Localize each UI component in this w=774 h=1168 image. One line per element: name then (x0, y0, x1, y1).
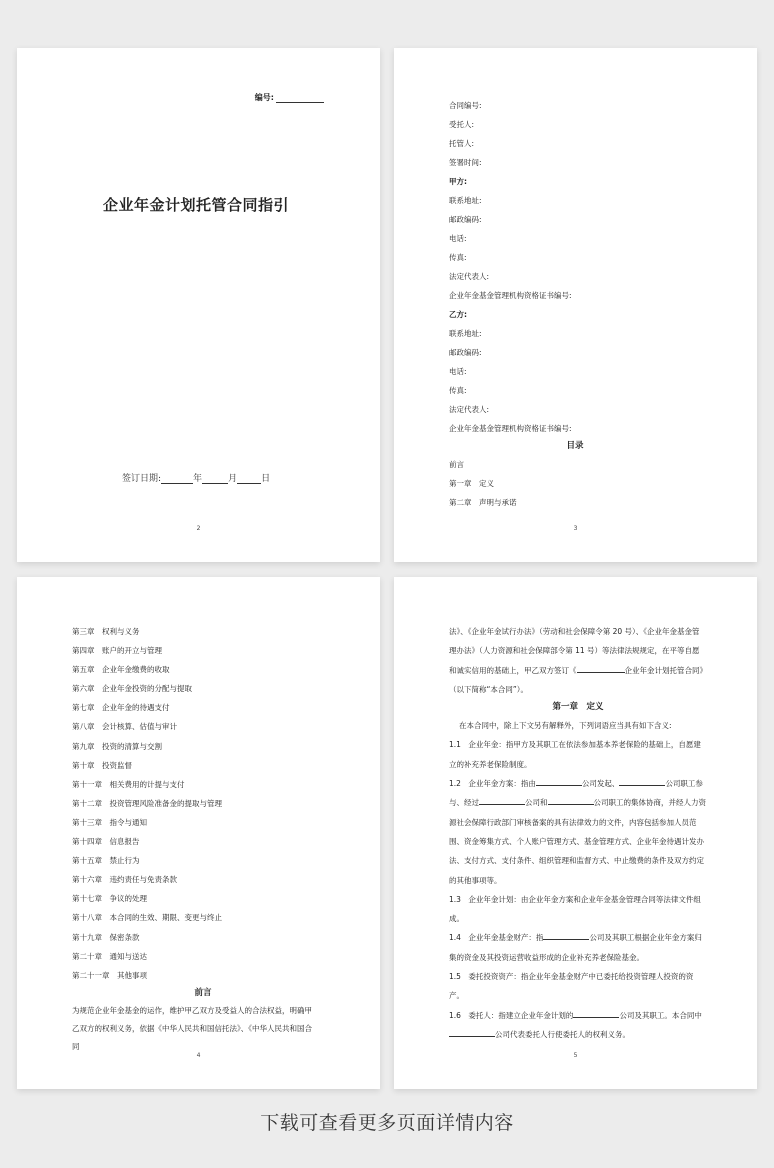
list-item: 第三章 权利与义务 (72, 627, 140, 636)
list-item: 前言 (449, 460, 464, 469)
serial-blank (276, 94, 324, 103)
list-item: 企业年金基金管理机构资格证书编号: (449, 291, 572, 300)
document-page-1 (17, 48, 380, 562)
definition-item: 1.2 企业年金方案：指由 公司发起、 公司职工参与、经过 公司和 公司职工的集体协商，并经人力资源社会保障行政部门审核备案的具有法律效力的文件，内容包括参加人员范围、资金筹集方式、个人账户管理方式、基金管理方式、企业年金待遇计发办法、支付方式、支付条件、组织管理和监督方式、中止缴费的条件及双方约定的其他事项等。 (449, 779, 706, 885)
sign-date-label: 签订日期: (122, 474, 162, 484)
list-item: 电话: (449, 367, 467, 376)
list-item: 第二章 声明与承诺 (449, 498, 517, 507)
preface-paragraph: 为规范企业年金基金的运作，维护甲乙双方及受益人的合法权益，明确甲乙双方的权利义务，依据《中华人民共和国信托法》、《中华人民共和国合同 (72, 1005, 312, 1051)
page-number: 2 (196, 525, 201, 532)
list-item: 第十六章 违约责任与免责条款 (72, 875, 177, 885)
list-item: 电话: (449, 234, 467, 243)
document-title: 企业年金计划托管合同指引 (103, 196, 290, 214)
contract-info-list (449, 96, 701, 512)
definition-item: 1.3 企业年金计划：由企业年金方案和企业年金基金管理合同等法律文件组成。 (449, 894, 701, 924)
list-item: 联系地址: (449, 329, 482, 338)
list-item: 第十五章 禁止行为 (72, 856, 140, 866)
list-item: 邮政编码: (449, 348, 482, 357)
list-item: 第十章 投资监督 (72, 760, 132, 770)
definition-item: 1.6 委托人：指建立企业年金计划的 公司及其职工。本合同中公司代表委托人行使委托人的权利义务。 (449, 1010, 702, 1039)
page-number: 5 (573, 1052, 578, 1059)
list-item: 第十七章 争议的处理 (72, 894, 147, 904)
list-item: 第十三章 指令与通知 (72, 817, 147, 827)
list-item: 甲方: (449, 177, 467, 186)
sign-date-month: 月 (228, 474, 238, 484)
list-item: 传真: (449, 253, 467, 262)
list-item: 第十四章 信息报告 (72, 837, 140, 847)
list-item: 第八章 会计核算、估值与审计 (72, 722, 177, 732)
document-page-2 (394, 48, 757, 562)
definition-item: 1.1 企业年金：指甲方及其职工在依法参加基本养老保险的基础上，自愿建立的补充养老保险制度。 (449, 740, 701, 769)
list-item: 第七章 企业年金的待遇支付 (72, 703, 170, 713)
toc-title: 目录 (566, 441, 584, 451)
list-item: 乙方: (449, 310, 467, 319)
list-item: 第十八章 本合同的生效、期限、变更与终止 (72, 913, 222, 923)
intro-paragraph: 法》、《企业年金试行办法》（劳动和社会保障令第 20 号）、《企业年金基金管理办法》（人力资源和社会保障部令第 11 号）等法律法规规定，在平等自愿和诚实信用的基础上，甲乙双方签订《 企业年金计划托管合同》（以下简称“本合同”）。 (449, 627, 707, 694)
sign-date-field (122, 471, 270, 484)
list-item: 签署时间: (449, 158, 482, 167)
sign-date-year: 年 (193, 474, 203, 484)
list-item: 第十九章 保密条款 (72, 932, 140, 942)
definition-item: 1.5 委托投资资产：指企业年金基金财产中已委托给投资管理人投资的资产。 (449, 972, 694, 1001)
list-item: 第一章 定义 (449, 479, 494, 488)
list-item: 联系地址: (449, 196, 482, 205)
list-item: 邮政编码: (449, 215, 482, 224)
chapter-title: 第一章 定义 (552, 702, 604, 713)
preface-title: 前言 (194, 987, 212, 998)
list-item: 合同编号: (449, 101, 482, 110)
serial-label: 编号: (254, 93, 274, 102)
page-number: 3 (573, 525, 578, 532)
list-item: 第十一章 相关费用的计提与支付 (72, 779, 185, 789)
definitions-section (449, 622, 707, 1044)
list-item: 第十二章 投资管理风险准备金的提取与管理 (72, 798, 222, 808)
page-number: 4 (196, 1052, 201, 1059)
toc-list (72, 622, 334, 1056)
document-page-4 (394, 577, 757, 1089)
list-item: 法定代表人: (449, 272, 490, 281)
list-item: 托管人: (449, 139, 475, 148)
contract-name-blank (577, 665, 625, 673)
chapter-intro: 在本合同中，除上下文另有解释外，下列词语应当具有如下含义: (459, 721, 672, 731)
list-item: 第六章 企业年金投资的分配与提取 (72, 684, 192, 694)
list-item: 第五章 企业年金缴费的收取 (72, 665, 170, 675)
list-item: 第二十一章 其他事项 (72, 970, 147, 980)
list-item: 企业年金基金管理机构资格证书编号: (449, 424, 572, 433)
serial-number-field (255, 92, 324, 103)
list-item: 第九章 投资的清算与交割 (72, 741, 162, 751)
list-item: 第二十章 通知与送达 (72, 951, 147, 961)
document-page-3 (17, 577, 380, 1089)
list-item: 第四章 账户的开立与管理 (72, 646, 162, 656)
list-item: 法定代表人: (449, 405, 490, 414)
definition-item: 1.4 企业年金基金财产：指 公司及其职工根据企业年金方案归集的资金及其投资运营收益形成的企业补充养老保险基金。 (449, 933, 702, 962)
sign-date-day: 日 (261, 474, 271, 484)
download-more-caption: 下载可查看更多页面详情内容 (260, 1112, 514, 1134)
list-item: 受托人: (449, 120, 475, 129)
list-item: 传真: (449, 386, 467, 395)
